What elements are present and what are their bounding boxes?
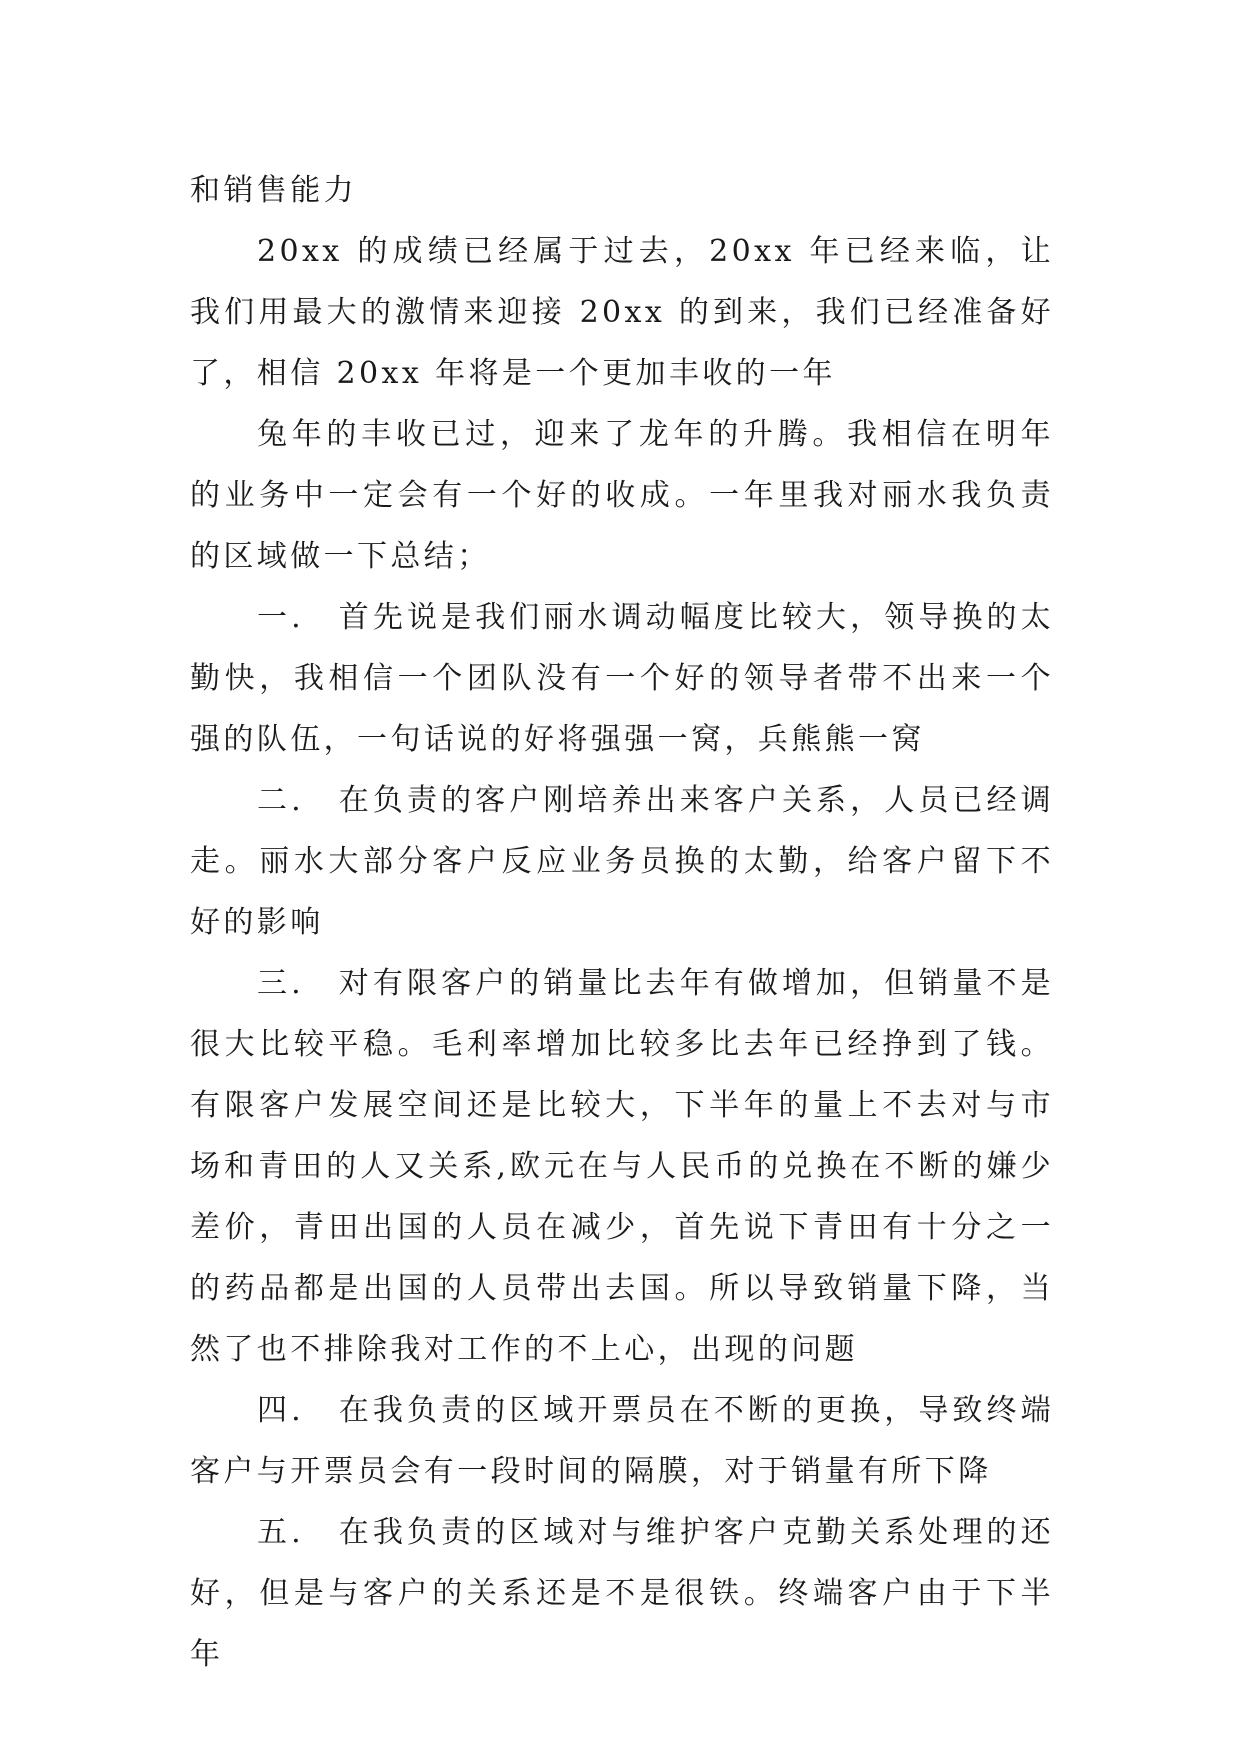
paragraph: 四. 在我负责的区域开票员在不断的更换，导致终端客户与开票员会有一段时间的隔膜，对于销量有所下降 <box>190 1393 1054 1489</box>
paragraph: 五. 在我负责的区域对与维护客户克勤关系处理的还好，但是与客户的关系还是不是很铁。终端客户由于下半年 <box>190 1515 1054 1672</box>
paragraph: 三. 对有限客户的销量比去年有做增加，但销量不是很大比较平稳。毛利率增加比较多比去年已经挣到了钱。有限客户发展空间还是比较大，下半年的量上不去对与市场和青田的人又关系,欧元在与人民币的兑换在不断的嫌少差价，青田出国的人员在减少，首先说下青田有十分之一的药品都是出国的人员带出去国。所以导致销量下降，当然了也不排除我对工作的不上心，出现的问题 <box>190 966 1054 1367</box>
paragraph: 兔年的丰收已过，迎来了龙年的升腾。我相信在明年的业务中一定会有一个好的收成。一年里我对丽水我负责的区域做一下总结； <box>190 417 1054 574</box>
paragraph: 20xx 的成绩已经属于过去，20xx 年已经来临，让我们用最大的激情来迎接 20xx 的到来，我们已经准备好了，相信 20xx 年将是一个更加丰收的一年 <box>190 234 1054 391</box>
paragraph: 二. 在负责的客户刚培养出来客户关系，人员已经调走。丽水大部分客户反应业务员换的太勤，给客户留下不好的影响 <box>190 783 1054 940</box>
document-body <box>190 160 1054 1685</box>
paragraph: 一. 首先说是我们丽水调动幅度比较大，领导换的太勤快，我相信一个团队没有一个好的领导者带不出来一个强的队伍，一句话说的好将强强一窝，兵熊熊一窝 <box>190 600 1054 757</box>
paragraph: 和销售能力 <box>190 173 357 208</box>
